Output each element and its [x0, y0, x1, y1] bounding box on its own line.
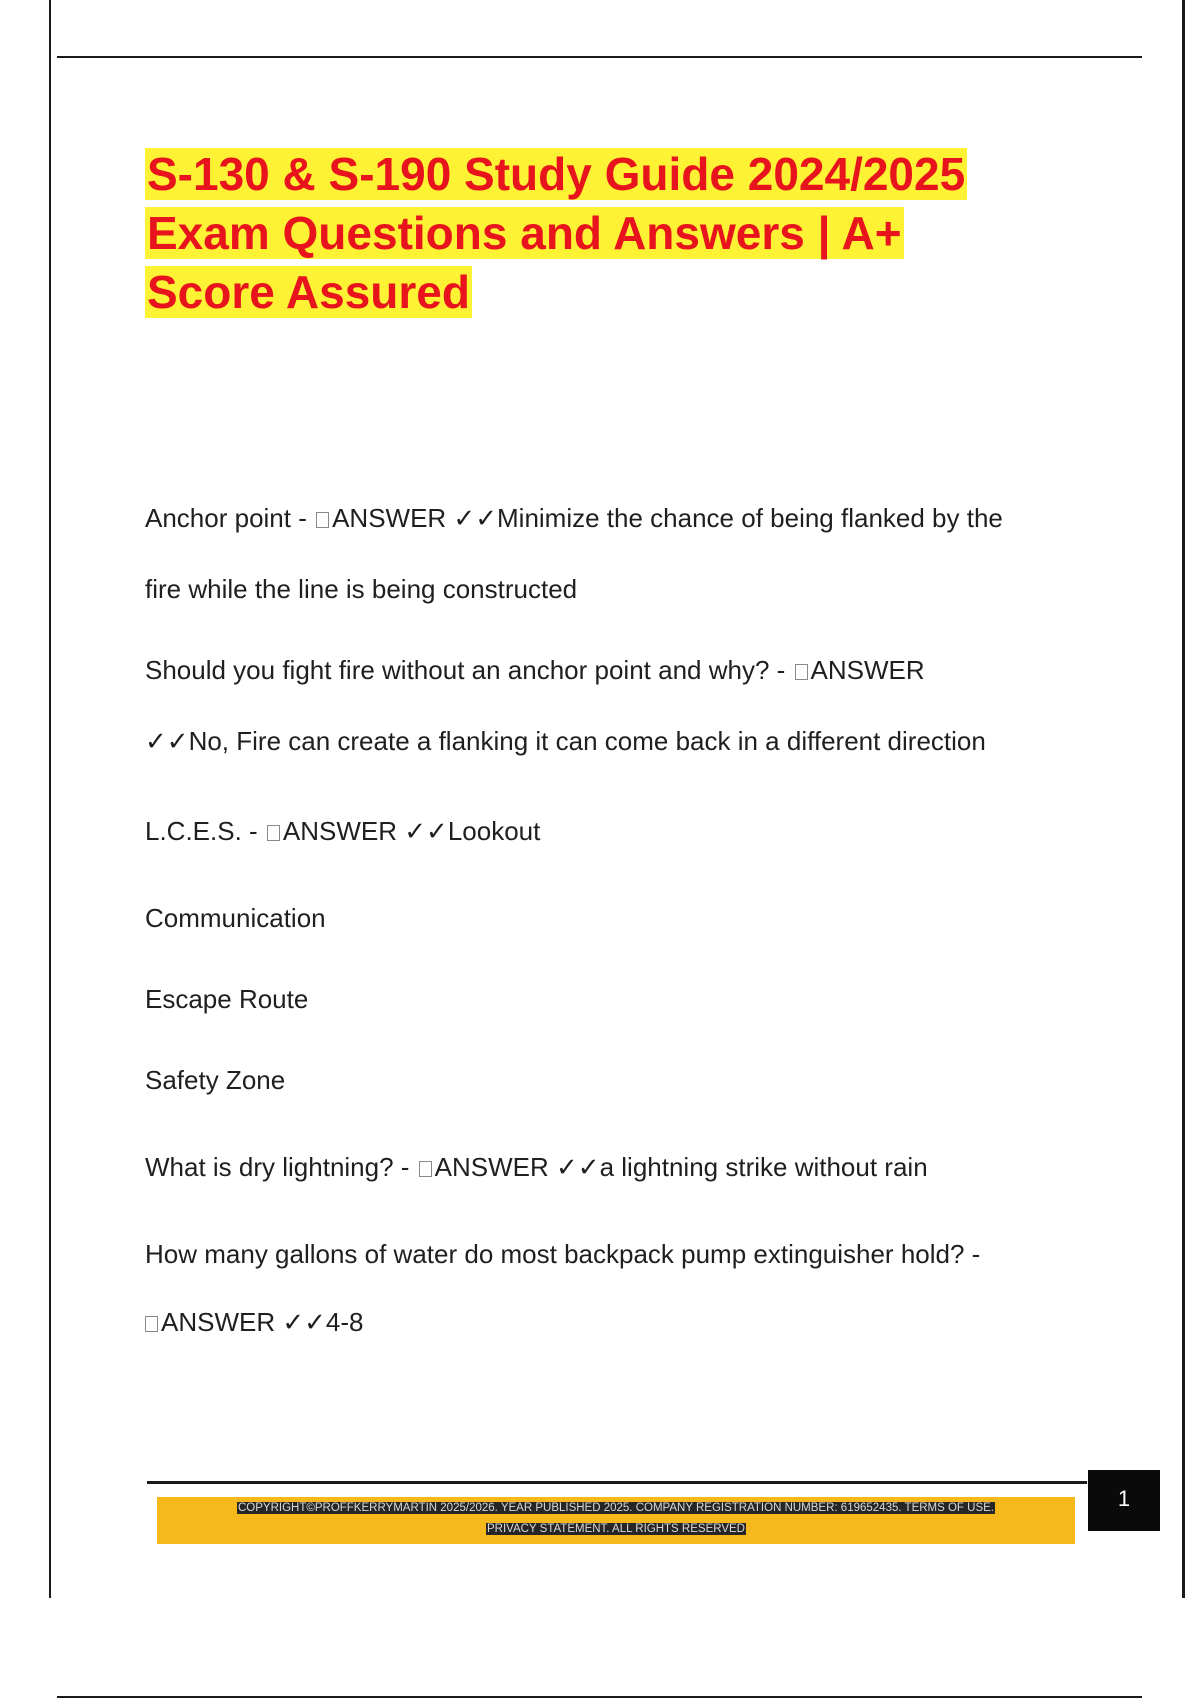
title-line-3: Score Assured — [147, 266, 470, 318]
answer-label: ANSWER ✓✓ — [332, 503, 498, 533]
answer-text: Minimize the chance of being flanked by the — [497, 503, 1003, 533]
copyright-footer — [157, 1497, 1075, 1544]
answer-label: ANSWER — [810, 655, 925, 685]
question-text: Anchor point - — [145, 503, 315, 533]
qa-3-item-escape-route: Escape Route — [145, 984, 309, 1014]
qa-1-line-2: fire while the line is being constructed — [145, 574, 578, 604]
qa-3-item-safety-zone: Safety Zone — [145, 1065, 286, 1095]
title-line-2: Exam Questions and Answers | A+ — [147, 207, 902, 259]
qa-5-line-1: How many gallons of water do most backpack pump extinguisher hold? - — [145, 1239, 981, 1269]
copyright-line-1: COPYRIGHT©PROFFKERRYMARTIN 2025/2026. YEAR PUBLISHED 2025. COMPANY REGISTRATION NUMBER: 619652435. TERMS OF USE. — [238, 1502, 994, 1514]
missing-glyph-icon — [795, 664, 808, 680]
answer-text: a lightning strike without rain — [599, 1152, 928, 1182]
answer-label: ANSWER ✓✓ — [434, 1152, 600, 1182]
qa-2-line-2: ✓✓No, Fire can create a flanking it can come back in a different direction — [145, 726, 986, 756]
missing-glyph-icon — [419, 1161, 432, 1177]
question-text: L.C.E.S. - — [145, 816, 265, 846]
answer-label: ANSWER ✓✓ — [161, 1307, 326, 1337]
qa-1-line-1 — [145, 503, 1095, 534]
header-rule — [57, 56, 1142, 58]
footer-rule — [147, 1481, 1087, 1484]
qa-3-line-1 — [145, 816, 1095, 847]
answer-text: 4-8 — [325, 1307, 364, 1337]
qa-3-item-communication: Communication — [145, 903, 326, 933]
missing-glyph-icon — [316, 512, 329, 528]
question-text: What is dry lightning? - — [145, 1152, 417, 1182]
qa-4-line-1 — [145, 1152, 1095, 1183]
qa-5-line-2 — [145, 1307, 1095, 1338]
document-title — [145, 145, 1045, 322]
qa-2-line-1 — [145, 655, 1095, 686]
missing-glyph-icon — [267, 825, 280, 841]
title-line-1: S-130 & S-190 Study Guide 2024/2025 — [147, 148, 966, 200]
page-number: 1 — [1088, 1470, 1160, 1531]
copyright-line-2: PRIVACY STATEMENT. ALL RIGHTS RESERVED — [487, 1523, 745, 1535]
question-text: Should you fight fire without an anchor point and why? - — [145, 655, 793, 685]
answer-label: ANSWER ✓✓ — [282, 816, 448, 846]
answer-text: Lookout — [447, 816, 541, 846]
missing-glyph-icon — [145, 1316, 158, 1332]
next-page-rule — [57, 1696, 1142, 1698]
